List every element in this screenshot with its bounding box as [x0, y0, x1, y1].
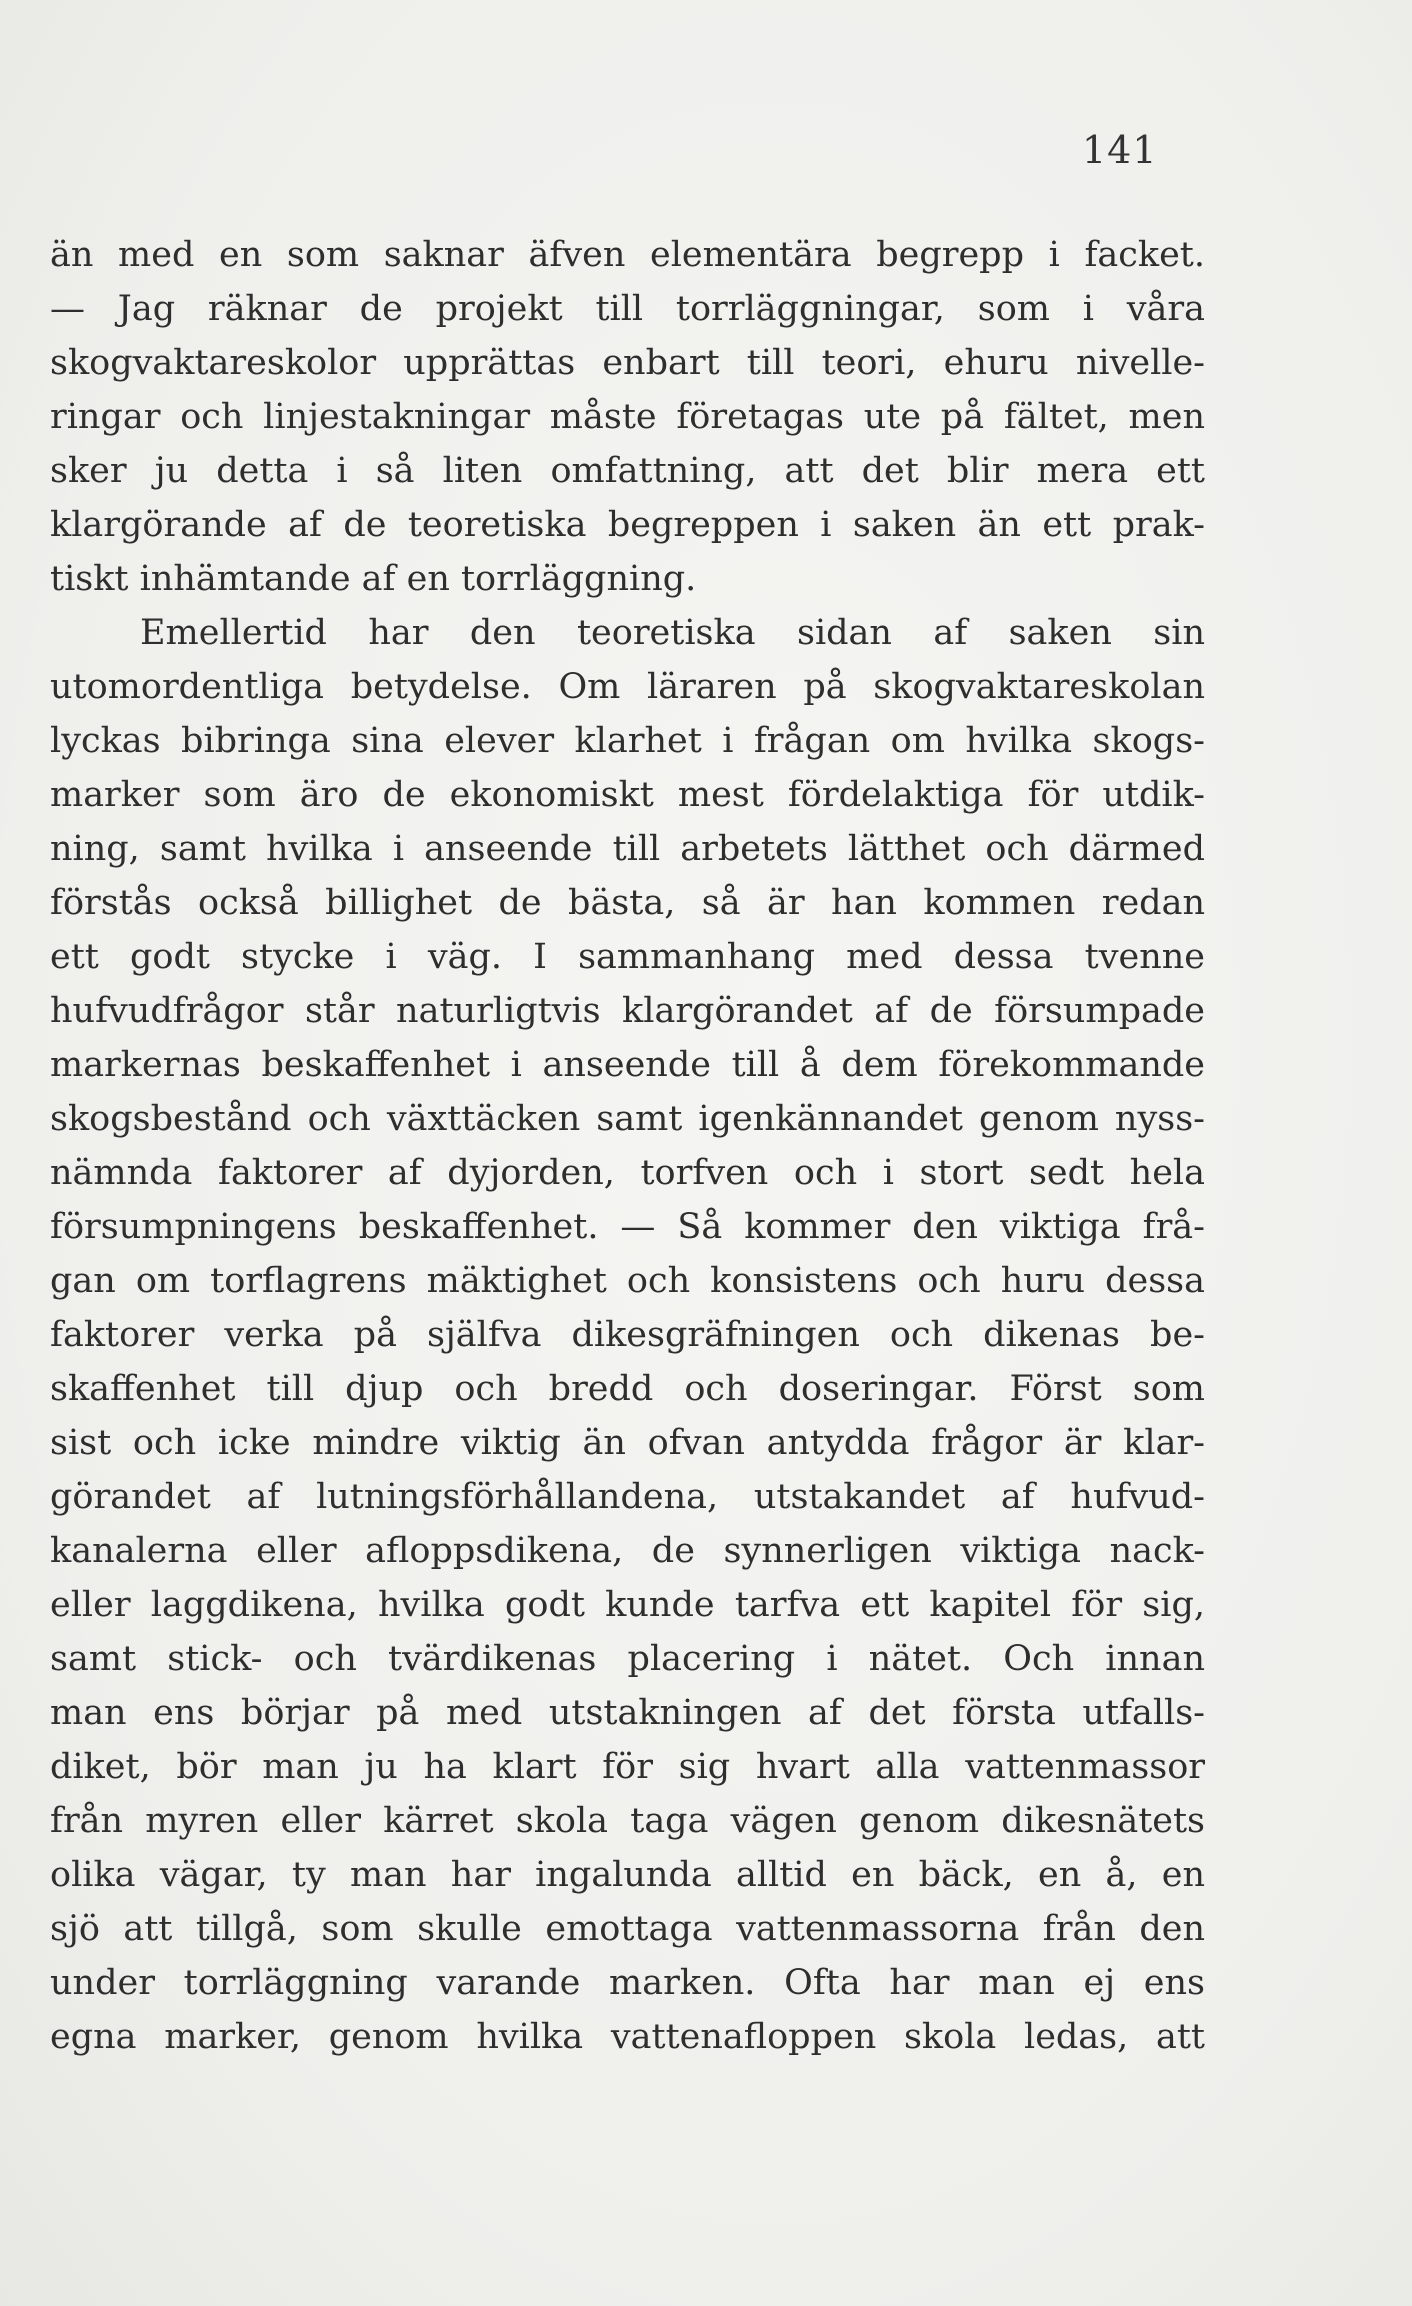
text-line: man ens börjar på med utstakningen af det första utfalls- — [50, 1693, 1205, 1733]
text-line: ett godt stycke i väg. I sammanhang med dessa tvenne — [50, 937, 1205, 977]
text-line: förstås också billighet de bästa, så är han kommen redan — [50, 883, 1205, 923]
text-line: sjö att tillgå, som skulle emottaga vattenmassorna från den — [50, 1909, 1205, 1949]
text-line: tiskt inhämtande af en torrläggning. — [50, 559, 697, 599]
text-line: än med en som saknar äfven elementära begrepp i facket. — [50, 235, 1205, 275]
text-line: nämnda faktorer af dyjorden, torfven och i stort sedt hela — [50, 1153, 1205, 1193]
text-line: utomordentliga betydelse. Om läraren på skogvaktareskolan — [50, 667, 1205, 707]
text-line: hufvudfrågor står naturligtvis klargörandet af de försumpade — [50, 991, 1205, 1031]
text-line: gan om torflagrens mäktighet och konsistens och huru dessa — [50, 1261, 1205, 1301]
text-line: samt stick- och tvärdikenas placering i nätet. Och innan — [50, 1639, 1205, 1679]
text-line: klargörande af de teoretiska begreppen i saken än ett prak- — [50, 505, 1205, 545]
text-line-paragraph-start: Emellertid har den teoretiska sidan af saken sin — [140, 613, 1205, 653]
text-line: — Jag räknar de projekt till torrläggningar, som i våra — [50, 289, 1205, 329]
text-line: görandet af lutningsförhållandena, utstakandet af hufvud- — [50, 1477, 1205, 1517]
text-line: under torrläggning varande marken. Ofta har man ej ens — [50, 1963, 1205, 2003]
text-line: marker som äro de ekonomiskt mest fördelaktiga för utdik- — [50, 775, 1205, 815]
text-line: skaffenhet till djup och bredd och doseringar. Först som — [50, 1369, 1205, 1409]
text-line: markernas beskaffenhet i anseende till å dem förekommande — [50, 1045, 1205, 1085]
text-line: kanalerna eller afloppsdikena, de synnerligen viktiga nack- — [50, 1531, 1205, 1571]
text-line: eller laggdikena, hvilka godt kunde tarfva ett kapitel för sig, — [50, 1585, 1205, 1625]
text-line: sist och icke mindre viktig än ofvan antydda frågor är klar- — [50, 1423, 1205, 1463]
text-line: från myren eller kärret skola taga vägen genom dikesnätets — [50, 1801, 1205, 1841]
text-line: försumpningens beskaffenhet. — Så kommer den viktiga frå- — [50, 1207, 1205, 1247]
body-text — [50, 228, 1205, 2064]
text-line: sker ju detta i så liten omfattning, att det blir mera ett — [50, 451, 1205, 491]
text-line: egna marker, genom hvilka vattenafloppen skola ledas, att — [50, 2017, 1205, 2057]
text-line: olika vägar, ty man har ingalunda alltid en bäck, en å, en — [50, 1855, 1205, 1895]
text-line: faktorer verka på själfva dikesgräfningen och dikenas be- — [50, 1315, 1205, 1355]
text-line: diket, bör man ju ha klart för sig hvart alla vattenmassor — [50, 1747, 1205, 1787]
text-line: lyckas bibringa sina elever klarhet i frågan om hvilka skogs- — [50, 721, 1205, 761]
text-line: ning, samt hvilka i anseende till arbetets lätthet och därmed — [50, 829, 1205, 869]
text-line: skogvaktareskolor upprättas enbart till teori, ehuru nivelle- — [50, 343, 1205, 383]
page-number: 141 — [1082, 128, 1158, 172]
text-line: skogsbestånd och växttäcken samt igenkännandet genom nyss- — [50, 1099, 1205, 1139]
text-line: ringar och linjestakningar måste företagas ute på fältet, men — [50, 397, 1205, 437]
